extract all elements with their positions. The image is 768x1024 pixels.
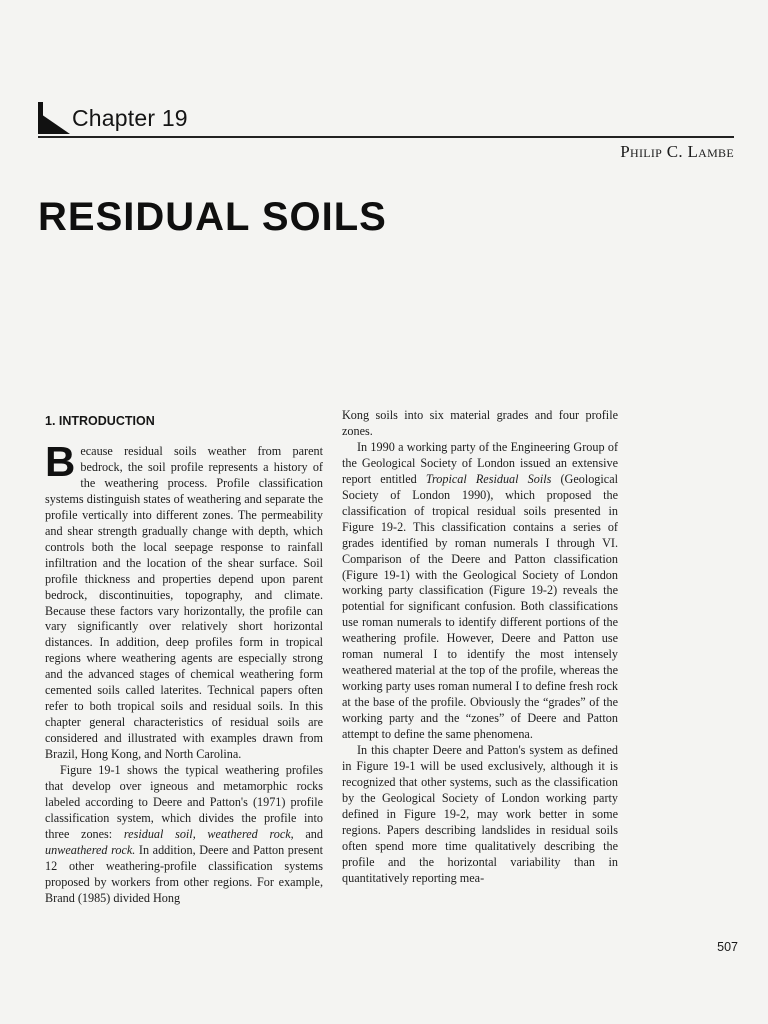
chapter-marker-icon (38, 102, 70, 134)
right-paragraph-3: In this chapter Deere and Patton's system as defined in Figure 19-1 will be used exclusively, although it is recognized that other systems, such as the classification by the Geological Society of London working party defined in Figure 19-2, may work better in some regions. Papers describing landslides in residual soils often spend more time qualitatively describing the profile and the horizontal variability than in quantitatively reporting mea- (342, 743, 618, 885)
left-column (45, 438, 323, 907)
section-heading: 1. INTRODUCTION (45, 414, 155, 428)
right-paragraph-1: Kong soils into six material grades and four profile zones. (342, 408, 618, 438)
intro-paragraph-1 (45, 438, 323, 763)
chapter-title: RESIDUAL SOILS (38, 195, 387, 239)
header-rule (38, 136, 734, 138)
intro-paragraph-1-text: ecause residual soils weather from parent bedrock, the soil profile represents a history of the weathering process. Profile classification systems distinguish states of weathering and separate the profile vertically into different zones. The permeability and shear strength gradually change with depth, which controls both the local seepage response to rainfall infiltration and the location of the shear surface. Soil profile thickness and properties depend upon parent bedrock, discontinuities, topography, and climate. Because these factors vary horizontally, the profile can vary significantly over relatively short horizontal distances. In addition, deep profiles form in tropical regions where weathering agents are especially strong and the advanced stages of chemical weathering form cemented soils called laterites. Technical papers often refer to both tropical soils and residual soils. In this chapter general characteristics of residual soils are considered and illustrated with examples drawn from Brazil, Hong Kong, and North Carolina. (45, 444, 323, 762)
intro-paragraph-2: Figure 19-1 shows the typical weathering profiles that develop over igneous and metamorphic rocks labeled according to Deere and Patton's (1971) profile classification system, which divides the profile into three zones: residual soil, weathered rock, and unweathered rock. In addition, Deere and Patton present 12 other weathering-profile classification systems proposed by workers from other regions. For example, Brand (1985) divided Hong (45, 763, 323, 905)
author-name: Philip C. Lambe (620, 142, 734, 161)
drop-cap: B (45, 438, 76, 485)
right-column (342, 408, 618, 887)
right-paragraph-2: In 1990 a working party of the Engineering Group of the Geological Society of London issued an extensive report entitled Tropical Residual Soils (Geological Society of London 1990), which proposed the classification of tropical residual soils presented in Figure 19-2. This classification contains a series of grades identified by roman numerals I through VI. Comparison of the Deere and Patton classification (Figure 19-1) with the Geological Society of London working party classification (Figure 19-2) reveals the potential for significant confusion. Both classifications use roman numerals to identify different portions of the weathering profile. However, Deere and Patton use roman numeral I to identify the most intensely weathered material at the top of the profile, whereas the working party uses roman numeral I to define fresh rock at the base of the profile. Obviously the “grades” of the working party and the “zones” of Deere and Patton attempt to define the same phenomena. (342, 439, 618, 742)
chapter-label: Chapter 19 (72, 105, 188, 131)
page-number: 507 (717, 940, 738, 954)
chapter-heading (38, 98, 188, 134)
